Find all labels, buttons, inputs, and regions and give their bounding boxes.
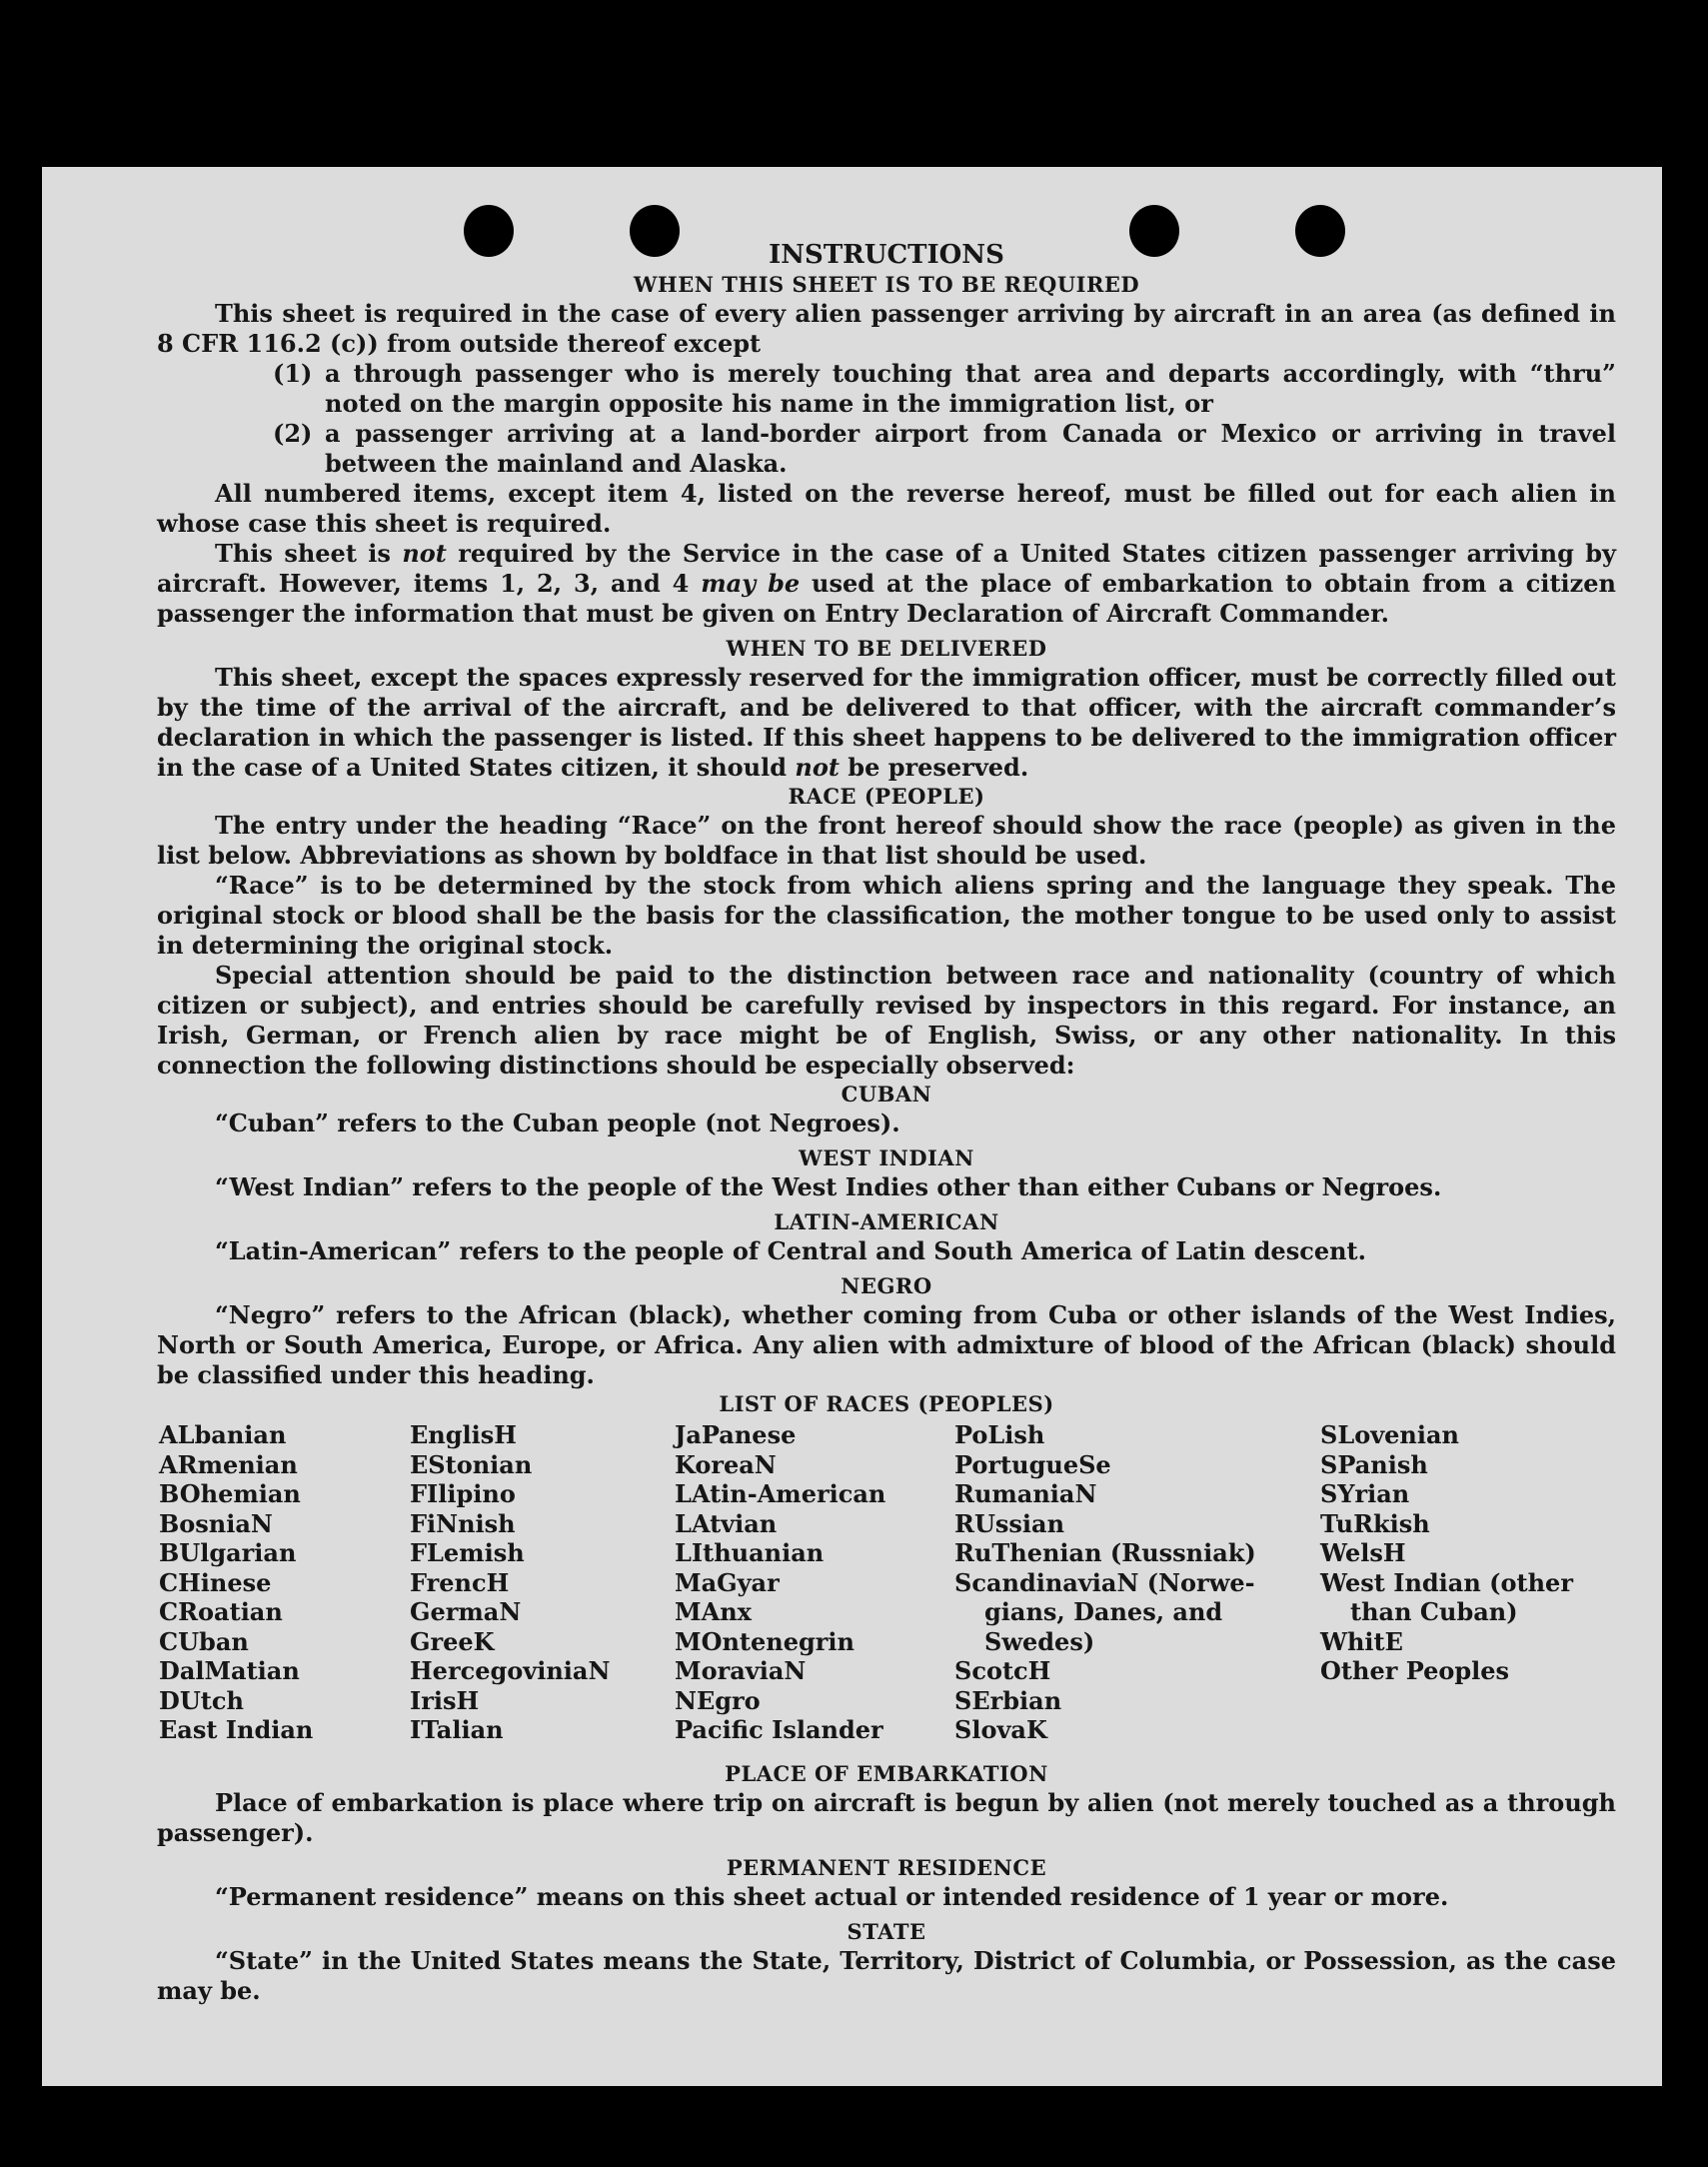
list-item: [273, 359, 1616, 419]
item-text: a passenger arriving at a land-border airport from Canada or Mexico or arriving in travel between the mainland and Alaska.: [325, 419, 1616, 478]
race-entry: RuThenian (Russniak): [954, 1538, 1256, 1567]
item-number: (2): [273, 419, 313, 448]
race-entry: ScotcH: [954, 1656, 1051, 1685]
race-entry: SLovenian: [1320, 1420, 1459, 1449]
section-heading-negro: NEGRO: [841, 1273, 932, 1298]
race-entry: SYrian: [1320, 1479, 1410, 1508]
race-entry: KoreaN: [675, 1449, 777, 1479]
race-entry: WelsH: [1320, 1538, 1406, 1567]
race-entry: East Indian: [159, 1715, 314, 1744]
race-entry: PortugueSe: [954, 1449, 1111, 1479]
race-entry: MoraviaN: [675, 1656, 807, 1685]
race-entry: EnglisH: [410, 1420, 517, 1449]
paragraph: “Latin-American” refers to the people of Central and South America of Latin descent.: [215, 1236, 1366, 1265]
paragraph: “Negro” refers to the African (black), whether coming from Cuba or other islands of the West Indies, North or South America, Europe, or Africa. Any alien with admixture of blood of the African (black) should be classified under this heading.: [157, 1300, 1616, 1389]
race-entry: JaPanese: [675, 1420, 797, 1449]
races-column: [675, 1420, 885, 1745]
race-entry: PoLish: [954, 1420, 1045, 1449]
section-heading-races-list: LIST OF RACES (PEOPLES): [719, 1391, 1054, 1416]
race-entry: LAtin-American: [675, 1479, 886, 1508]
paragraph: “State” in the United States means the State, Territory, District of Columbia, or Possession, as the case may be.: [157, 1946, 1616, 2005]
race-entry: GermaN: [410, 1597, 522, 1626]
race-entry: SPanish: [1320, 1449, 1428, 1479]
section-heading-west-indian: WEST INDIAN: [799, 1145, 974, 1170]
races-column: [410, 1420, 610, 1745]
race-entry: DUtch: [159, 1685, 244, 1715]
race-entry: FIlipino: [410, 1479, 516, 1508]
text-span: This sheet is: [215, 539, 403, 568]
paragraph: This sheet is required in the case of every alien passenger arriving by aircraft in an area (as defined in 8 CFR 116.2 (c)) from outside thereof except: [157, 299, 1616, 358]
race-entry: WhitE: [1320, 1626, 1403, 1656]
race-entry: Other Peoples: [1320, 1656, 1510, 1685]
paragraph: Special attention should be paid to the distinction between race and nationality (country of which citizen or subject), and entries should be carefully revised by inspectors in this regard. For instance, an Irish, German, or French alien by race might be of English, Swiss, or any other nationality. In this connection the following distinctions should be especially observed:: [157, 961, 1616, 1080]
races-column: [1320, 1420, 1573, 1686]
instructions-body: [157, 239, 1616, 2006]
race-entry: than Cuban): [1350, 1597, 1518, 1626]
text-span: be preserved.: [839, 753, 1029, 782]
races-column: [159, 1420, 313, 1745]
race-entry: Pacific Islander: [675, 1715, 883, 1744]
text-span: used at the place of embarkation to obtain from a citizen passenger the information that must be given on Entry Declaration of Aircraft Commander.: [157, 569, 1617, 628]
race-entry: ARmenian: [159, 1449, 298, 1479]
races-list: [157, 1420, 1616, 1760]
race-entry: gians, Danes, and: [984, 1597, 1223, 1626]
paragraph: “Cuban” refers to the Cuban people (not Negroes).: [215, 1108, 900, 1137]
race-entry: ITalian: [410, 1715, 504, 1744]
race-entry: MAnx: [675, 1597, 752, 1626]
race-entry: MOntenegrin: [675, 1626, 854, 1656]
paragraph: “Race” is to be determined by the stock from which aliens spring and the language they speak. The original stock or blood shall be the basis for the classification, the mother tongue to be used only to assist in determining the original stock.: [157, 871, 1616, 960]
races-column: [954, 1420, 1256, 1745]
text-span: required by the Service in the case of a United States citizen passenger arriving by aircraft. However, items 1, 2, 3, and 4: [157, 539, 1616, 598]
race-entry: IrisH: [410, 1685, 480, 1715]
paragraph: All numbered items, except item 4, listed on the reverse hereof, must be filled out for each alien in whose case this sheet is required.: [157, 479, 1616, 538]
race-entry: FiNnish: [410, 1508, 516, 1538]
paragraph: The entry under the heading “Race” on the front hereof should show the race (people) as given in the list below. Abbreviations as shown by boldface in that list should be used.: [157, 811, 1616, 870]
race-entry: LIthuanian: [675, 1538, 825, 1567]
section-heading-embarkation: PLACE OF EMBARKATION: [725, 1761, 1048, 1786]
race-entry: BUlgarian: [159, 1538, 297, 1567]
race-entry: RUssian: [954, 1508, 1065, 1538]
race-entry: LAtvian: [675, 1508, 778, 1538]
emphasis: not: [402, 539, 447, 568]
section-heading-state: STATE: [847, 1919, 926, 1944]
race-entry: BOhemian: [159, 1479, 301, 1508]
race-entry: CRoatian: [159, 1597, 283, 1626]
list-item: [273, 419, 1616, 479]
race-entry: CUban: [159, 1626, 249, 1656]
emphasis: not: [795, 753, 840, 782]
race-entry: EStonian: [410, 1449, 533, 1479]
section-heading-residence: PERMANENT RESIDENCE: [726, 1855, 1047, 1880]
paragraph: [157, 663, 1616, 783]
race-entry: Swedes): [984, 1626, 1095, 1656]
section-heading-when-required: WHEN THIS SHEET IS TO BE REQUIRED: [633, 272, 1140, 297]
page-title: INSTRUCTIONS: [769, 240, 1004, 270]
race-entry: FrencH: [410, 1567, 510, 1597]
race-entry: RumaniaN: [954, 1479, 1097, 1508]
race-entry: ScandinaviaN (Norwe-: [954, 1567, 1255, 1597]
paragraph: Place of embarkation is place where trip on aircraft is begun by alien (not merely touched as a through passenger).: [157, 1788, 1616, 1847]
section-heading-when-delivered: WHEN TO BE DELIVERED: [726, 636, 1047, 661]
race-entry: GreeK: [410, 1626, 495, 1656]
race-entry: TuRkish: [1320, 1508, 1430, 1538]
race-entry: BosniaN: [159, 1508, 273, 1538]
race-entry: HercegoviniaN: [410, 1656, 611, 1685]
paragraph: “West Indian” refers to the people of the West Indies other than either Cubans or Negroes.: [215, 1172, 1442, 1201]
item-number: (1): [273, 359, 313, 388]
section-heading-cuban: CUBAN: [841, 1082, 932, 1106]
form-sheet: [42, 167, 1662, 2086]
text-span: This sheet, except the spaces expressly reserved for the immigration officer, must be correctly filled out by the time of the arrival of the aircraft, and be delivered to that officer, with the aircraft commander’s declaration in which the passenger is listed. If this sheet happens to be delivered to the immigration officer in the case of a United States citizen, it should: [157, 663, 1616, 782]
race-entry: FLemish: [410, 1538, 525, 1567]
item-text: a through passenger who is merely touching that area and departs accordingly, with “thru” noted on the margin opposite his name in the immigration list, or: [325, 359, 1616, 418]
section-heading-race: RACE (PEOPLE): [788, 784, 985, 809]
race-entry: West Indian (other: [1320, 1567, 1573, 1597]
race-entry: ALbanian: [159, 1420, 287, 1449]
emphasis: may be: [701, 569, 801, 598]
race-entry: NEgro: [675, 1685, 761, 1715]
paragraph: “Permanent residence” means on this sheet actual or intended residence of 1 year or more.: [215, 1882, 1449, 1911]
race-entry: MaGyar: [675, 1567, 780, 1597]
race-entry: SErbian: [954, 1685, 1062, 1715]
race-entry: CHinese: [159, 1567, 272, 1597]
section-heading-latin-american: LATIN-AMERICAN: [774, 1209, 999, 1234]
paragraph: [157, 539, 1616, 629]
race-entry: SlovaK: [954, 1715, 1047, 1744]
race-entry: DalMatian: [159, 1656, 300, 1685]
